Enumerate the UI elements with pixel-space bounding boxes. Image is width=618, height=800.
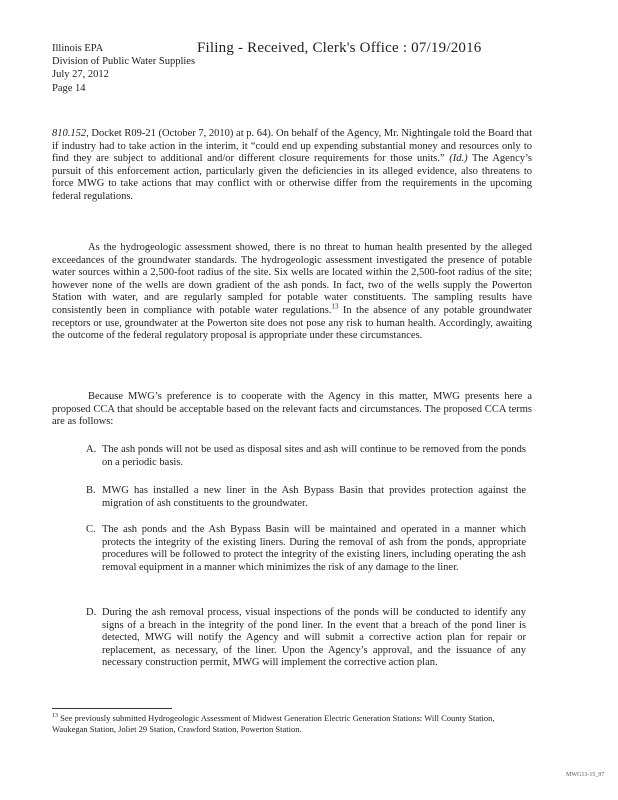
term-text: The ash ponds will not be used as disposal sites and ash will continue to be removed from the ponds on a periodic basis. <box>102 444 526 468</box>
header-division: Division of Public Water Supplies <box>52 56 196 68</box>
term-letter: A. <box>86 444 97 455</box>
term-item <box>86 444 526 469</box>
term-text: During the ash removal process, visual inspections of the ponds will be conducted to identify any signs of a breach in the integrity of the pond liner. In the event that a breach of the pond liner is detected, MWG will notify the Agency and will submit a corrective action plan for repair or replacement, as necessary, of the liner. Upon the Agency’s approval, and the issuance of any necessary construction permit, MWG will implement the corrective action plan. <box>102 607 526 669</box>
term-letter: D. <box>86 607 97 618</box>
footnote-ref: 13 <box>331 302 339 311</box>
paragraph-3: Because MWG’s preference is to cooperate with the Agency in this matter, MWG presents here a proposed CCA that should be acceptable based on the relevant facts and circumstances. The proposed CCA terms are as follows: <box>52 391 532 428</box>
header-page-number: Page 14 <box>52 82 86 94</box>
footnote <box>52 713 522 735</box>
header-date: July 27, 2012 <box>52 69 109 81</box>
bates-number: MWG13-15_97 <box>566 772 605 778</box>
term-text: MWG has installed a new liner in the Ash Bypass Basin that provides protection against the migration of ash constituents to the groundwater. <box>102 485 526 509</box>
term-text: The ash ponds and the Ash Bypass Basin will be maintained and operated in a manner which protects the integrity of the existing liners. During the removal of ash from the ponds, appropriate procedures will be followed to protect the integrity of the existing liners, including operating the ash removal equipment in a manner which minimizes the risk of any damage to the liner. <box>102 524 526 573</box>
filing-stamp: Filing - Received, Clerk's Office : 07/19/2016 <box>197 40 482 56</box>
term-letter: B. <box>86 485 96 496</box>
term-item <box>86 607 526 670</box>
paragraph-2: As the hydrogeologic assessment showed, there is no threat to human health presented by the alleged exceedances of the groundwater standards. The hydrogeologic assessment investigated the presence of potable water sources within a 2,500-foot radius of the site. Six wells are located within the 2,500-foot radius of the site; however none of the wells are down gradient of the ash ponds. In fact, two of the wells supply the Powerton Station with water, and are regularly sampled for potable water constituents. The sampling results have consistently been in compliance with potable water regulations.$^{13}$ In the absence of any potable groundwater receptors or use, groundwater at the Powerton site does not pose any risk to human health. Accordingly, awaiting the outcome of the federal regulatory proposal is appropriate under these circumstances. <box>52 242 532 342</box>
footnote-number: 13 <box>52 713 58 720</box>
paragraph-1: 810.152, Docket R09-21 (October 7, 2010) at p. 64). On behalf of the Agency, Mr. Nightingale told the Board that if industry had to take action in the interim, it “could end up expending substantial money and resources only to find they are subject to additional and/or different closure requirements for those units.” (Id.) The Agency’s pursuit of this enforcement action, particularly given the deficiencies in its alleged evidence, also threatens to force MWG to take actions that may conflict with or otherwise differ from the requirements in the upcoming federal regulations. <box>52 128 532 202</box>
footnote-divider <box>52 708 172 709</box>
footnote-text: See previously submitted Hydrogeologic Assessment of Midwest Generation Electric Generation Stations: Will County Station, Waukegan Station, Joliet 29 Station, Crawford Station, Powerton Station. <box>52 713 495 734</box>
term-item <box>86 485 526 510</box>
letter-header <box>52 42 195 95</box>
term-letter: C. <box>86 524 96 535</box>
header-recipient: Illinois EPA <box>52 43 104 54</box>
citation: 810.152 <box>52 128 87 139</box>
term-item <box>86 524 526 574</box>
